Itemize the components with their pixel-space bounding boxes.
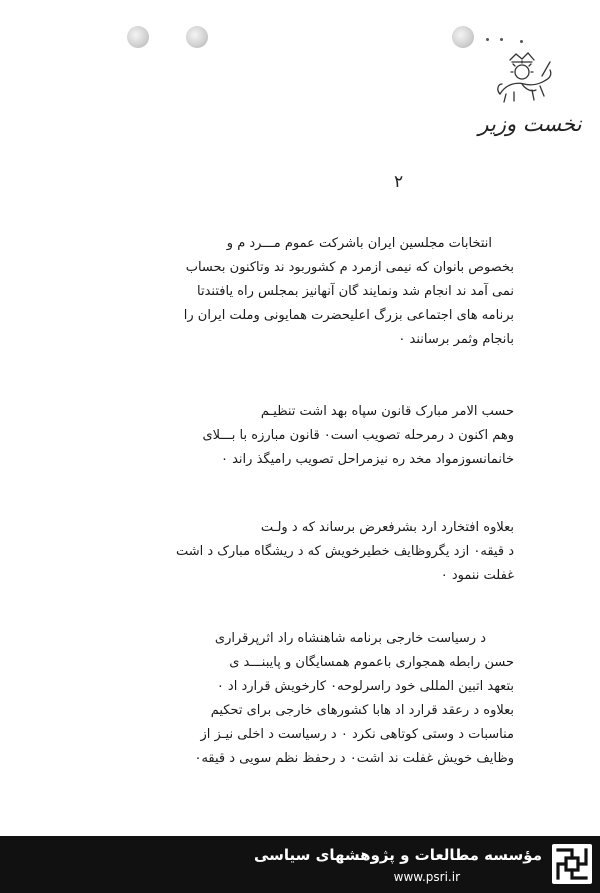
text-line: د قیقه٠ ازد یگروظایف خطیرخویش که د ریشگاه مبارک د اشت [175,544,514,559]
text-line: وهم اکنون د رمرحله تصویب است٠ قانون مبارزه با بـــلای [202,428,514,443]
paragraph-government-duties [86,516,514,588]
paragraph-health-corps [86,400,514,472]
punch-hole-center [186,26,208,48]
text-line: نمی آمد ند انجام شد ونمایند گان آنهانیز بمجلس راه یافتندتا [197,284,514,299]
paper-speck [486,38,489,41]
paragraph-elections [86,232,514,352]
office-title: نخست وزیر [478,112,582,136]
institute-website[interactable]: www.psri.ir [393,870,460,884]
text-line: انتخابات مجلسین ایران باشرکت عموم مـــرد م و [226,236,492,251]
paper-speck [500,38,503,41]
punch-hole-right [452,26,474,48]
text-line: حسب الامر مبارک قانون سپاه بهد اشت تنظیـم [260,404,514,419]
paper-speck [520,40,523,43]
text-line: بخصوص بانوان که نیمی ازمرد م کشوربود ند وتاکنون بحساب [185,260,514,275]
page-number: ۲ [394,172,404,192]
text-line: بعلاوه د رعقد قرارد اد هابا کشورهای خارجی برای تحکیم [210,703,514,718]
text-line: بعلاوه افتخارد ارد بشرفعرض برساند که د ولـت [260,520,514,535]
institute-name: مؤسسه مطالعات و پژوهشهای سیاسی [253,846,542,864]
text-line: غفلت ننمود ٠ [440,568,514,583]
psri-knot-logo-icon [552,844,592,884]
text-line: بانجام وثمر برسانند ٠ [398,332,514,347]
text-line: بتعهد اتبین المللی خود راسرلوحه٠ کارخویش قرارد اد ٠ [216,679,514,694]
punch-hole-left [127,26,149,48]
institute-footer-bar [0,836,600,893]
text-line: حسن رابطه همجواری باعموم همسایگان و پایبنـــد ی [229,655,514,670]
text-line: خانمانسوزمواد مخد ره نیزمراحل تصویب رامیگذ راند ٠ [220,452,514,467]
lion-and-sun-emblem-icon [492,50,556,108]
paragraph-foreign-policy [86,627,514,771]
text-line: برنامه های اجتماعی بزرگ اعلیحضرت همایونی وملت ایران را [183,308,514,323]
text-line: مناسبات د وستی کوتاهی نکرد ٠ د رسیاست د اخلی نیـز از [200,727,514,742]
text-line: وظایف خویش غفلت ند اشت٠ د رحفظ نظم سویی د قیقه٠ [194,751,514,766]
text-line: د رسیاست خارجی برنامه شاهنشاه راد اثرپرقراری [214,631,486,646]
